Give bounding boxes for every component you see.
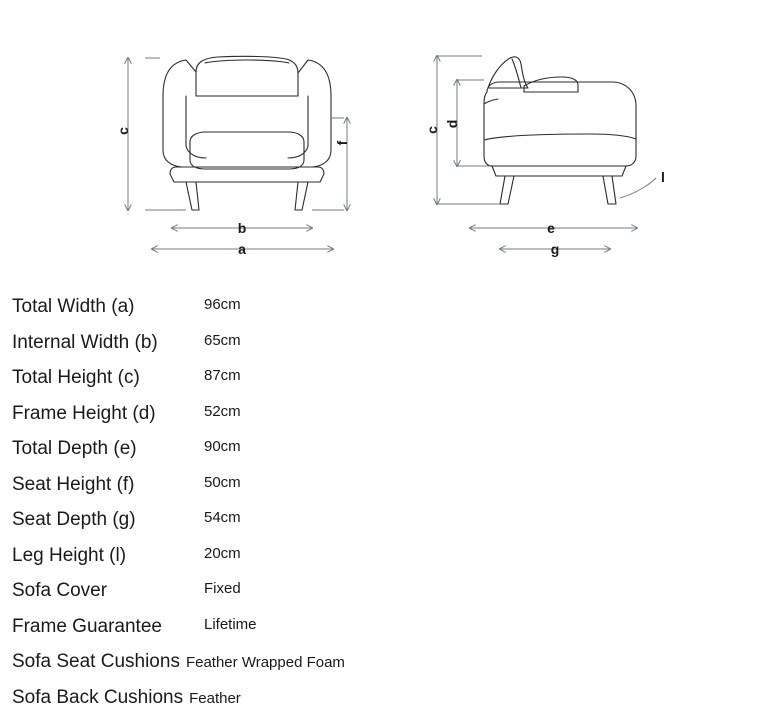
front-total-height-label: c (115, 127, 131, 135)
front-seat-height-label: f (334, 140, 350, 145)
spec-value: Feather Wrapped Foam (180, 654, 345, 671)
spec-label: Sofa Seat Cushions (0, 651, 180, 673)
spec-value: Feather (183, 690, 241, 707)
spec-label: Frame Height (d) (0, 403, 156, 425)
table-row (0, 332, 780, 368)
specifications-table (0, 296, 780, 722)
side-frame-height-label: d (444, 120, 460, 129)
spec-label: Frame Guarantee (0, 616, 162, 638)
front-total-height-dim (128, 58, 186, 210)
table-row (0, 438, 780, 474)
table-row (0, 474, 780, 510)
table-row (0, 545, 780, 581)
side-total-height-label: c (424, 126, 440, 134)
spec-value: 54cm (198, 509, 241, 526)
spec-value: 50cm (198, 474, 241, 491)
spec-label: Seat Height (f) (0, 474, 135, 496)
side-total-height-dim (437, 56, 500, 204)
spec-label: Internal Width (b) (0, 332, 158, 354)
spec-value: 96cm (198, 296, 241, 313)
table-row (0, 616, 780, 652)
spec-label: Total Width (a) (0, 296, 134, 318)
table-row (0, 296, 780, 332)
spec-label: Total Depth (e) (0, 438, 137, 460)
spec-value: 65cm (198, 332, 241, 349)
table-row (0, 509, 780, 545)
spec-value: 20cm (198, 545, 241, 562)
dimensions-diagram (0, 0, 780, 280)
side-seat-depth-label: g (551, 241, 560, 257)
spec-label: Total Height (c) (0, 367, 140, 389)
table-row (0, 651, 780, 687)
spec-value: Lifetime (198, 616, 257, 633)
spec-label: Seat Depth (g) (0, 509, 136, 531)
spec-label: Leg Height (l) (0, 545, 126, 567)
spec-label: Sofa Cover (0, 580, 107, 602)
table-row (0, 403, 780, 439)
spec-value: 52cm (198, 403, 241, 420)
front-internal-width-label: b (238, 220, 247, 236)
spec-value: 87cm (198, 367, 241, 384)
side-total-depth-label: e (547, 220, 555, 236)
side-view-illustration (484, 57, 636, 204)
side-leg-height-dim (620, 178, 656, 198)
spec-label: Sofa Back Cushions (0, 687, 183, 709)
front-seat-height-dim (312, 118, 347, 210)
side-frame-height-dim (457, 80, 490, 166)
front-total-width-label: a (238, 241, 246, 257)
table-row (0, 580, 780, 616)
table-row (0, 687, 780, 722)
side-leg-height-label: l (661, 169, 665, 185)
spec-value: 90cm (198, 438, 241, 455)
front-view-illustration (163, 56, 331, 210)
spec-value: Fixed (198, 580, 241, 597)
table-row (0, 367, 780, 403)
